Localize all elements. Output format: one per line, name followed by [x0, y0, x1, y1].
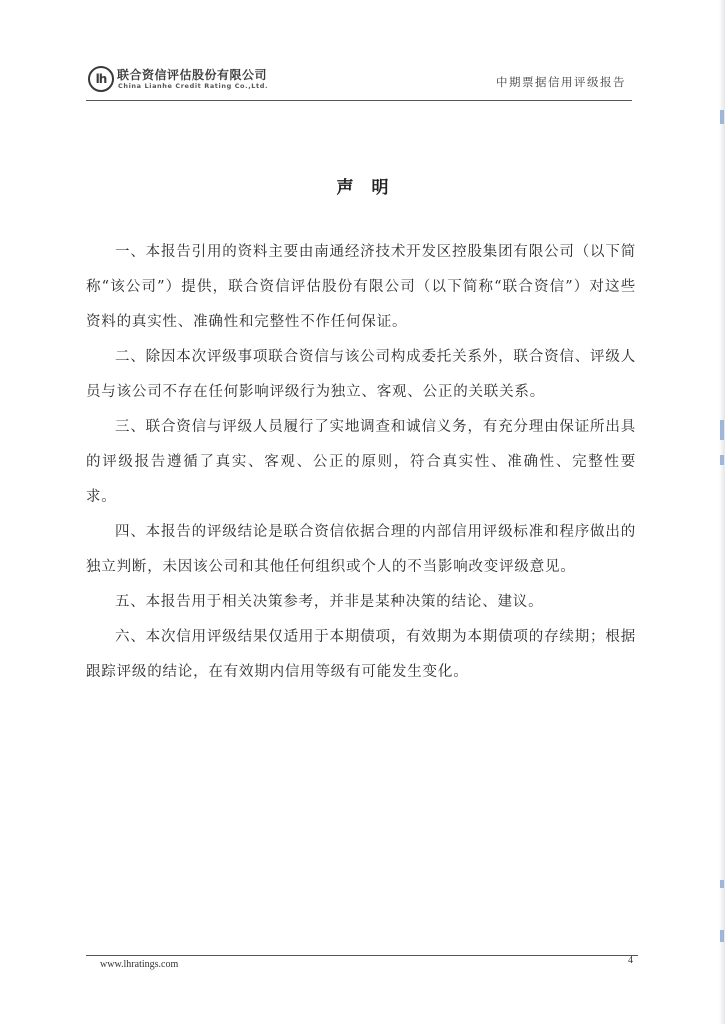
- statement-paragraph-3: 三、联合资信与评级人员履行了实地调查和诚信义务，有充分理由保证所出具的评级报告遵循了真实、客观、公正的原则，符合真实性、准确性、完整性要求。: [86, 419, 636, 505]
- footer-url[interactable]: www.lhratings.com: [100, 959, 179, 970]
- edge-mark: [720, 420, 724, 440]
- report-type: 中期票据信用评级报告: [496, 75, 626, 89]
- company-name-en: China Lianhe Credit Rating Co.,Ltd.: [118, 82, 269, 90]
- statement-paragraph-2: 二、除因本次评级事项联合资信与该公司构成委托关系外，联合资信、评级人员与该公司不存在任何影响评级行为独立、客观、公正的关联关系。: [86, 349, 636, 400]
- statement-paragraph-5: 五、本报告用于相关决策参考，并非是某种决策的结论、建议。: [115, 594, 544, 610]
- company-name-cn: 联合资信评估股份有限公司: [117, 68, 268, 82]
- page-edge: [719, 0, 725, 1024]
- header-divider: [86, 100, 632, 101]
- logo-monogram: lh: [95, 72, 107, 86]
- statement-paragraph-1: 一、本报告引用的资料主要由南通经济技术开发区控股集团有限公司（以下简称“该公司”）提供，联合资信评估股份有限公司（以下简称“联合资信”）对这些资料的真实性、准确性和完整性不作任何保证。: [86, 244, 636, 330]
- edge-mark: [720, 930, 724, 942]
- page-title: 声明: [336, 178, 407, 198]
- edge-mark: [720, 455, 724, 465]
- edge-mark: [720, 110, 724, 124]
- statement-body: [86, 235, 636, 690]
- statement-paragraph-4: 四、本报告的评级结论是联合资信依据合理的内部信用评级标准和程序做出的独立判断，未因该公司和其他任何组织或个人的不当影响改变评级意见。: [86, 524, 636, 575]
- company-logo-icon: [88, 66, 114, 92]
- page-number: 4: [628, 955, 633, 966]
- edge-mark: [720, 880, 724, 888]
- statement-paragraph-6: 六、本次信用评级结果仅适用于本期债项，有效期为本期债项的存续期；根据跟踪评级的结论，在有效期内信用等级有可能发生变化。: [86, 629, 636, 680]
- footer-divider: [86, 955, 638, 956]
